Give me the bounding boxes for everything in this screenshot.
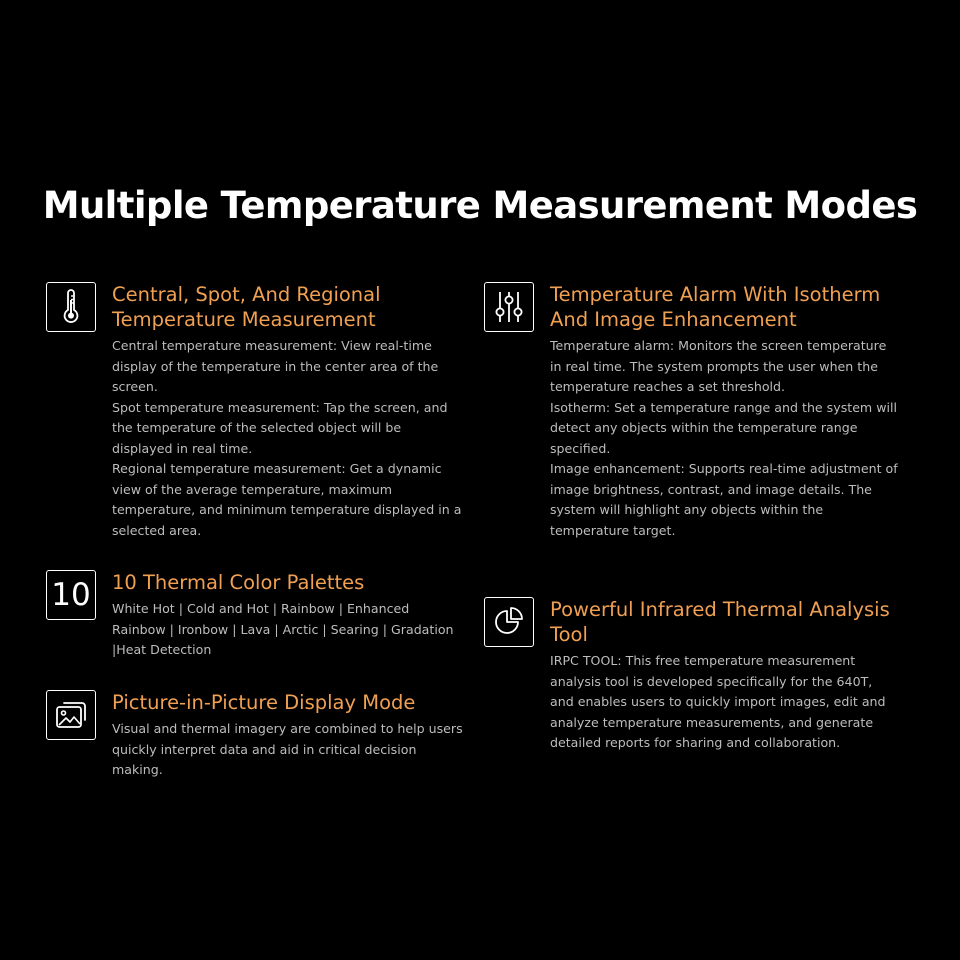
- feature-description: Temperature alarm: Monitors the screen temperature in real time. The system prompts the user when the temperature reaches a set threshold. Isotherm: Set a temperature range and the system will detect any objects within the temperature range specified. Image enhancement: Supports real-time adjustment of image brightness, contrast, and image details. The system will highlight any objects within the temperature target.: [550, 338, 898, 538]
- feature-picture-in-picture: [46, 690, 466, 790]
- pie-chart-icon: [491, 604, 527, 640]
- thermometer-icon-box: [46, 282, 96, 332]
- sliders-icon: [491, 288, 527, 326]
- page-title: Multiple Temperature Measurement Modes: [42, 184, 918, 227]
- feature-title: Central, Spot, And Regional Temperature Measurement: [112, 283, 381, 331]
- feature-temperature-alarm: [484, 282, 924, 542]
- feature-description: Visual and thermal imagery are combined to help users quickly interpret data and aid in critical decision making.: [112, 721, 463, 777]
- number-ten-icon: 10: [51, 576, 91, 613]
- sliders-icon-box: [484, 282, 534, 332]
- feature-title: Temperature Alarm With Isotherm And Image Enhancement: [550, 283, 881, 331]
- picture-in-picture-icon-box: [46, 690, 96, 740]
- feature-title: Picture-in-Picture Display Mode: [112, 691, 416, 714]
- number-ten-icon-box: [46, 570, 96, 620]
- feature-thermal-analysis-tool: [484, 597, 924, 767]
- thermometer-icon: [57, 289, 85, 325]
- feature-central-spot-regional: [46, 282, 466, 542]
- feature-description: White Hot | Cold and Hot | Rainbow | Enhanced Rainbow | Ironbow | Lava | Arctic | Searing | Gradation |Heat Detection: [112, 601, 454, 657]
- feature-description: Central temperature measurement: View real-time display of the temperature in the center area of the screen. Spot temperature measurement: Tap the screen, and the temperature of the selected object will be displayed in real time. Regional temperature measurement: Get a dynamic view of the average temperature, maximum temperature, and minimum temperature displayed in a selected area.: [112, 338, 462, 538]
- feature-title: Powerful Infrared Thermal Analysis Tool: [550, 598, 890, 646]
- feature-title: 10 Thermal Color Palettes: [112, 571, 365, 594]
- pie-chart-icon-box: [484, 597, 534, 647]
- feature-description: IRPC TOOL: This free temperature measurement analysis tool is developed specifically for the 640T, and enables users to quickly import images, edit and analyze temperature measurements, and generate detailed reports for sharing and collaboration.: [550, 653, 886, 750]
- picture-in-picture-icon: [53, 698, 89, 732]
- feature-thermal-palettes: [46, 570, 466, 670]
